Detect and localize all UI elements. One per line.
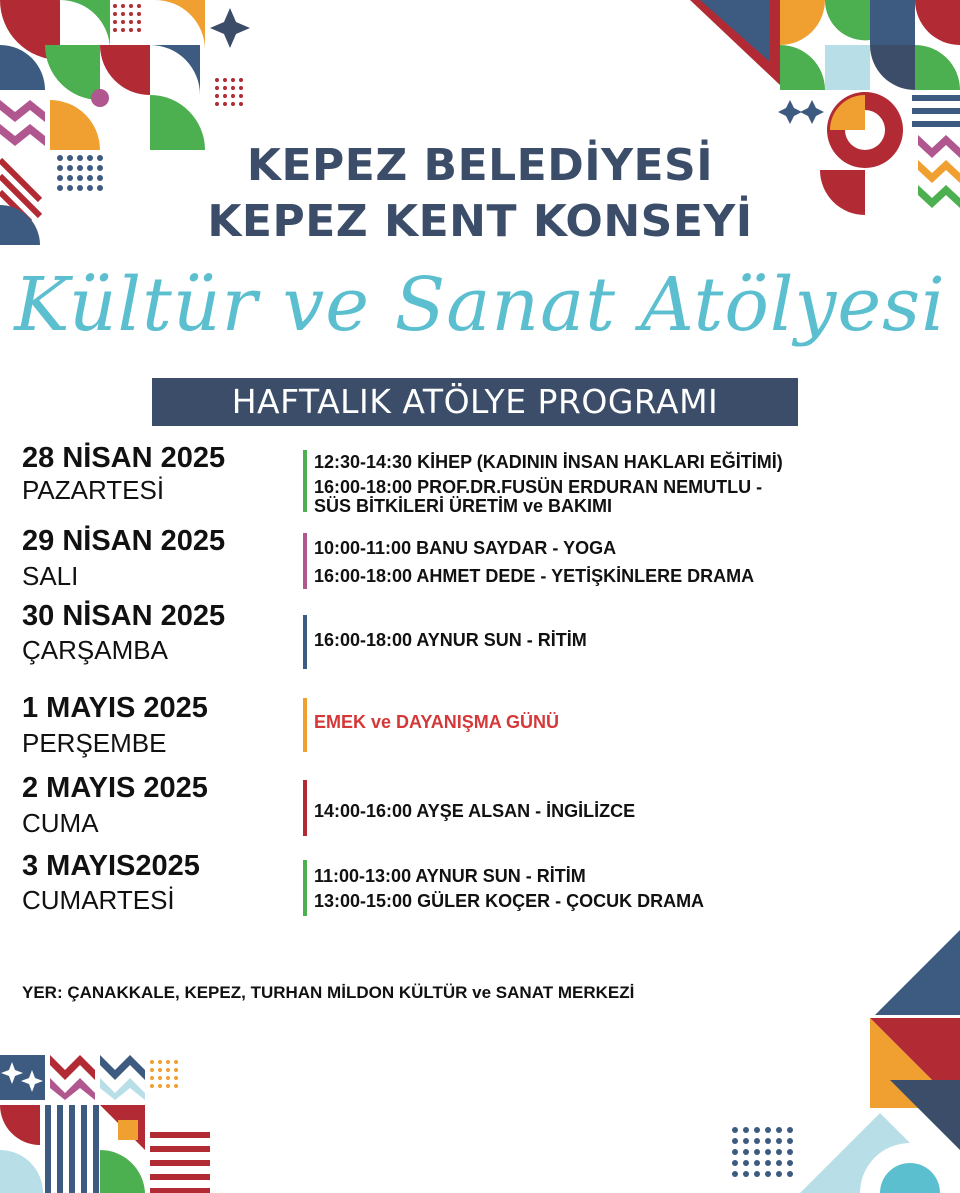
schedule-event: 13:00-15:00 GÜLER KOÇER - ÇOCUK DRAMA	[314, 891, 705, 911]
schedule-event: 11:00-13:00 AYNUR SUN - RİTİM	[314, 866, 586, 886]
bottom-right-decoration	[720, 930, 960, 1193]
bottom-left-decoration	[0, 1050, 230, 1193]
schedule-date: 2 MAYIS 2025	[22, 772, 208, 804]
schedule-day: SALI	[22, 561, 79, 591]
schedule-day: CUMARTESİ	[22, 885, 175, 915]
schedule-event: 16:00-18:00 AYNUR SUN - RİTİM	[314, 630, 587, 650]
schedule-date: 1 MAYIS 2025	[22, 692, 208, 724]
top-right-decoration	[690, 0, 960, 225]
schedule-event: 16:00-18:00 PROF.DR.FUSÜN ERDURAN NEMUTLU -	[314, 477, 763, 497]
schedule-day: PAZARTESİ	[22, 475, 165, 505]
schedule-divider	[303, 615, 307, 669]
weekly-program-banner: HAFTALIK ATÖLYE PROGRAMI	[152, 378, 798, 426]
schedule-divider	[303, 860, 307, 916]
schedule-event: 16:00-18:00 AHMET DEDE - YETİŞKİNLERE DRAMA	[314, 566, 755, 586]
schedule-date: 28 NİSAN 2025	[22, 442, 226, 474]
city-council-title: KEPEZ KENT KONSEYİ	[207, 196, 753, 247]
municipality-title: KEPEZ BELEDİYESİ	[246, 140, 714, 191]
schedule-event: 12:30-14:30 KİHEP (KADININ İNSAN HAKLARI EĞİTİMİ)	[314, 452, 783, 472]
schedule-event: 10:00-11:00 BANU SAYDAR - YOGA	[314, 538, 617, 558]
schedule-day: CUMA	[22, 808, 99, 838]
schedule-day: PERŞEMBE	[22, 728, 167, 758]
holiday-event: EMEK ve DAYANIŞMA GÜNÜ	[314, 712, 560, 732]
schedule-date: 3 MAYIS2025	[22, 850, 200, 882]
schedule-event: 14:00-16:00 AYŞE ALSAN - İNGİLİZCE	[314, 801, 636, 821]
schedule-divider	[303, 450, 307, 512]
schedule-date: 30 NİSAN 2025	[22, 600, 226, 632]
schedule-event: SÜS BİTKİLERİ ÜRETİM ve BAKIMI	[314, 496, 613, 516]
schedule-divider	[303, 698, 307, 752]
venue-location: YER: ÇANAKKALE, KEPEZ, TURHAN MİLDON KÜLTÜR ve SANAT MERKEZİ	[22, 983, 635, 1002]
schedule-divider	[303, 533, 307, 589]
workshop-script-title: Kültür ve Sanat Atölyesi	[14, 262, 946, 348]
schedule-day: ÇARŞAMBA	[22, 635, 168, 665]
schedule-date: 29 NİSAN 2025	[22, 525, 226, 557]
schedule-divider	[303, 780, 307, 836]
